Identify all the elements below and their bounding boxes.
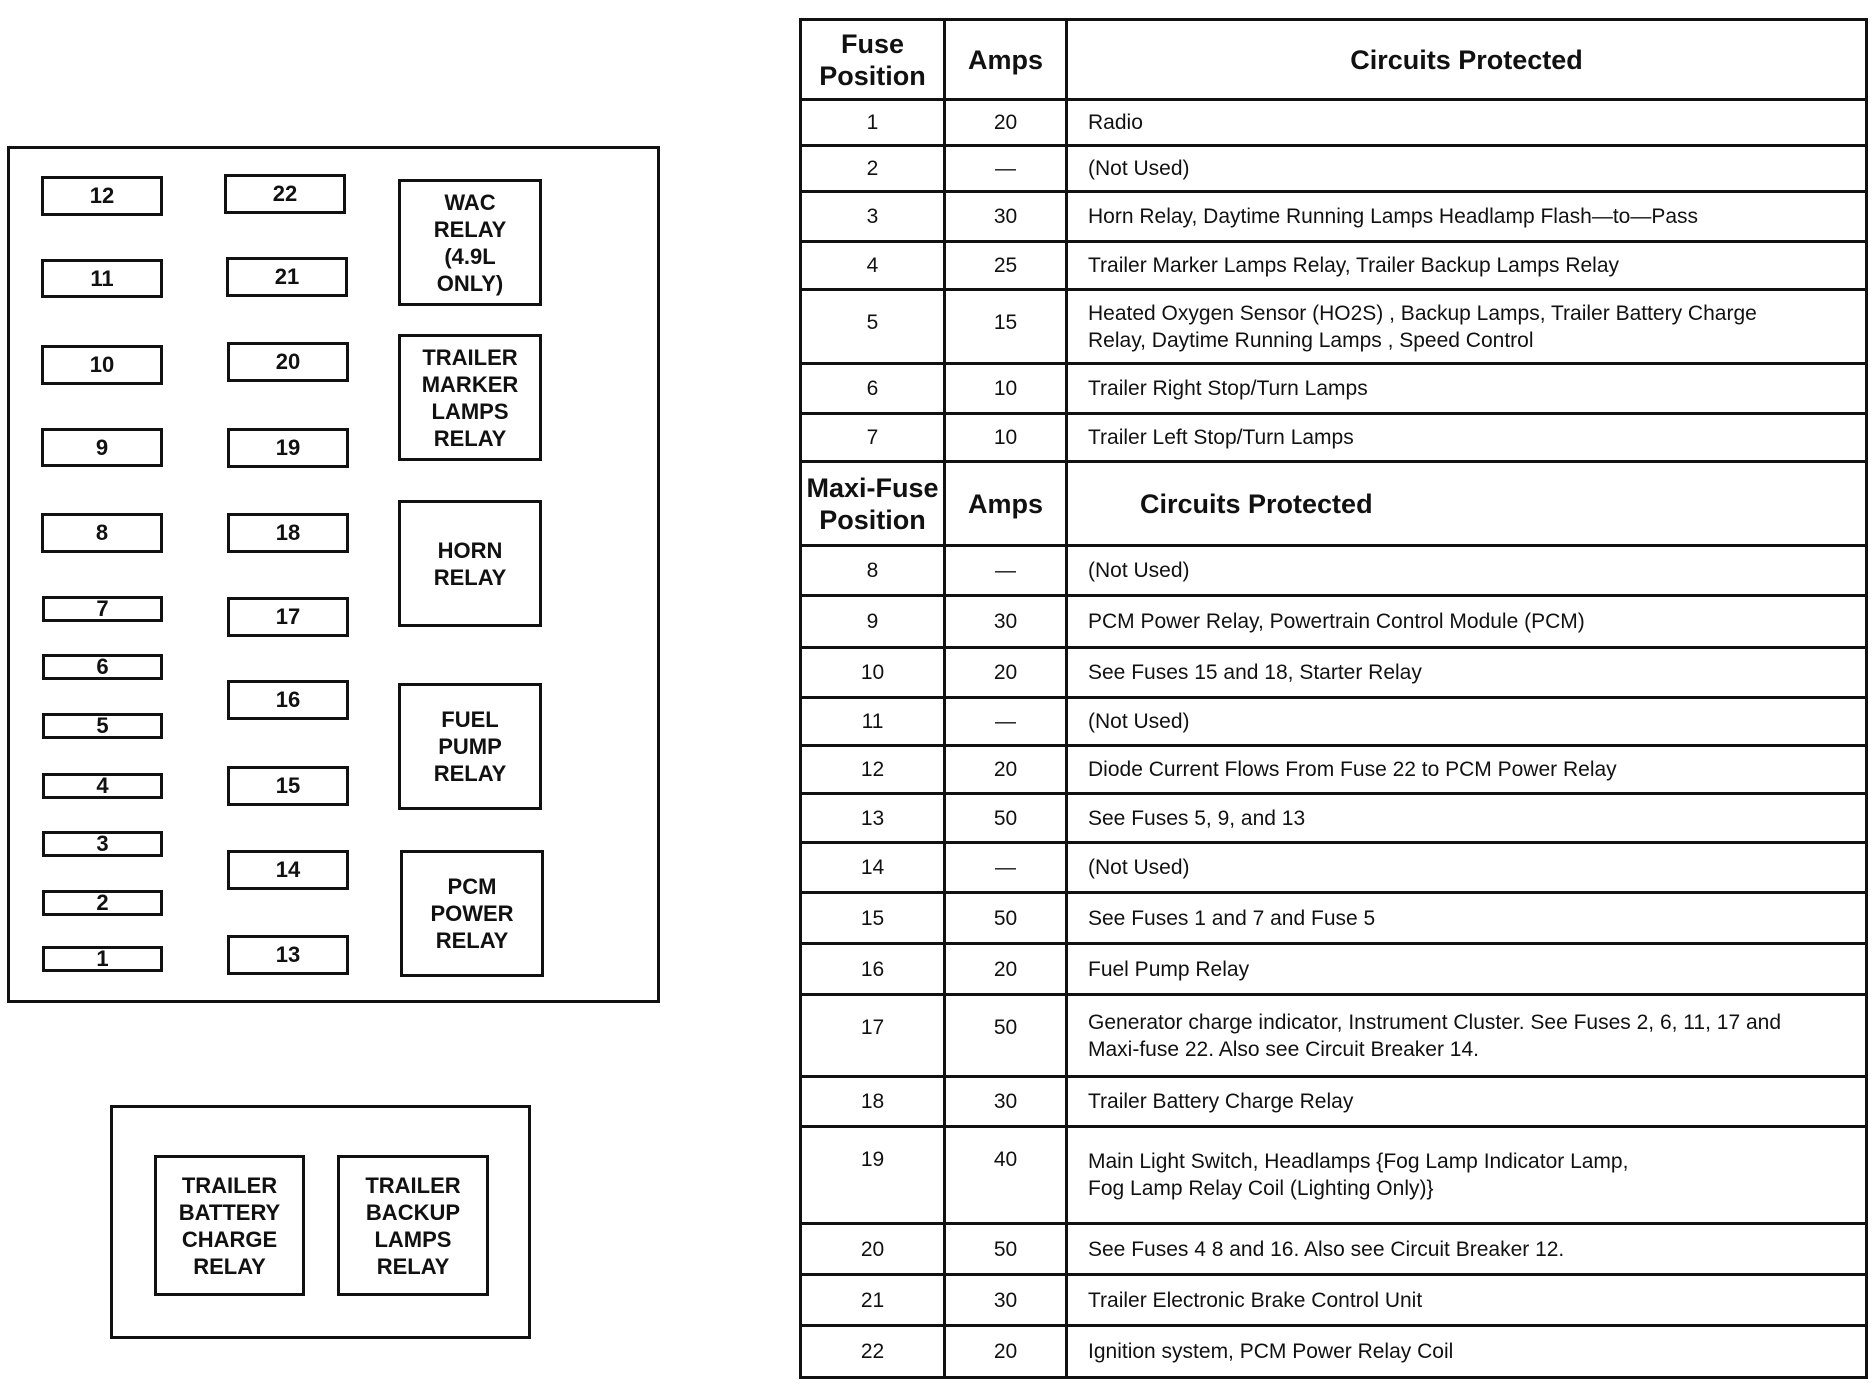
- table-header-row-maxi: [801, 462, 1867, 546]
- fuse-slot: 21: [226, 257, 348, 297]
- amps-cell: 30: [945, 596, 1067, 648]
- circuits-cell: Trailer Left Stop/Turn Lamps: [1067, 414, 1867, 462]
- table-row: [801, 843, 1867, 893]
- relay-wac: WAC RELAY (4.9L ONLY): [398, 179, 542, 306]
- circuits-cell: See Fuses 15 and 18, Starter Relay: [1067, 648, 1867, 698]
- circuits-cell: Ignition system, PCM Power Relay Coil: [1067, 1326, 1867, 1378]
- circuits-cell: Radio: [1067, 100, 1867, 146]
- fuse-position-cell: 2: [801, 146, 945, 192]
- circuits-cell: Generator charge indicator, Instrument Cluster. See Fuses 2, 6, 11, 17 and Maxi-fuse 22. Also see Circuit Breaker 14.: [1067, 995, 1867, 1077]
- circuits-cell: Heated Oxygen Sensor (HO2S) , Backup Lamps, Trailer Battery Charge Relay, Daytime Running Lamps , Speed Control: [1067, 290, 1867, 364]
- table-row: [801, 1224, 1867, 1275]
- fuse-position-cell: 9: [801, 596, 945, 648]
- relay-pcm-power: PCM POWER RELAY: [400, 850, 544, 977]
- header-fuse-position: Fuse Position: [801, 20, 945, 100]
- amps-cell: 20: [945, 944, 1067, 995]
- table-row: [801, 893, 1867, 944]
- fuse-slot: 7: [42, 596, 163, 622]
- fuse-position-cell: 21: [801, 1275, 945, 1326]
- fuse-slot: 8: [41, 513, 163, 553]
- circuits-cell: Diode Current Flows From Fuse 22 to PCM Power Relay: [1067, 746, 1867, 794]
- table-row: [801, 242, 1867, 290]
- fuse-position-cell: 7: [801, 414, 945, 462]
- fuse-table: [799, 18, 1868, 1379]
- fuse-position-cell: 20: [801, 1224, 945, 1275]
- amps-cell: 40: [945, 1127, 1067, 1224]
- table-row: [801, 746, 1867, 794]
- amps-cell: 15: [945, 290, 1067, 364]
- fuse-slot: 19: [227, 428, 349, 468]
- circuits-cell: Trailer Battery Charge Relay: [1067, 1077, 1867, 1127]
- amps-cell: 10: [945, 364, 1067, 414]
- fuse-position-cell: 10: [801, 648, 945, 698]
- circuits-cell: (Not Used): [1067, 546, 1867, 596]
- fuse-position-cell: 3: [801, 192, 945, 242]
- circuits-cell: See Fuses 1 and 7 and Fuse 5: [1067, 893, 1867, 944]
- amps-cell: 20: [945, 746, 1067, 794]
- circuits-cell: Trailer Electronic Brake Control Unit: [1067, 1275, 1867, 1326]
- relay-trailer-battery-charge: TRAILER BATTERY CHARGE RELAY: [154, 1155, 305, 1296]
- table-row: [801, 414, 1867, 462]
- fuse-slot: 2: [42, 890, 163, 916]
- fuse-position-cell: 13: [801, 794, 945, 843]
- amps-cell: 50: [945, 794, 1067, 843]
- fuse-slot: 10: [41, 345, 163, 385]
- table-row: [801, 596, 1867, 648]
- fuse-slot: 9: [41, 428, 163, 467]
- fuse-position-cell: 17: [801, 995, 945, 1077]
- circuits-cell: (Not Used): [1067, 698, 1867, 746]
- amps-cell: 20: [945, 648, 1067, 698]
- fuse-slot: 20: [227, 342, 349, 382]
- fuse-position-cell: 18: [801, 1077, 945, 1127]
- maxi-fuse-table-body: [801, 462, 1867, 1378]
- fuse-position-cell: 12: [801, 746, 945, 794]
- fuse-slot: 12: [41, 176, 163, 216]
- amps-cell: 50: [945, 893, 1067, 944]
- amps-cell: 20: [945, 100, 1067, 146]
- fuse-slot: 1: [42, 946, 163, 972]
- circuits-cell: Main Light Switch, Headlamps {Fog Lamp Indicator Lamp, Fog Lamp Relay Coil (Lighting Only)}: [1067, 1127, 1867, 1224]
- table-header-row: [801, 20, 1867, 100]
- fuse-position-cell: 16: [801, 944, 945, 995]
- circuits-cell: Fuel Pump Relay: [1067, 944, 1867, 995]
- fuse-position-cell: 14: [801, 843, 945, 893]
- circuits-cell: Horn Relay, Daytime Running Lamps Headlamp Flash—to—Pass: [1067, 192, 1867, 242]
- fuse-slot: 14: [227, 850, 349, 890]
- header-maxi-amps: Amps: [945, 462, 1067, 546]
- fuse-position-cell: 19: [801, 1127, 945, 1224]
- circuits-cell: (Not Used): [1067, 843, 1867, 893]
- table-row: [801, 648, 1867, 698]
- table-row: [801, 1127, 1867, 1224]
- table-row: [801, 364, 1867, 414]
- amps-cell: 30: [945, 1275, 1067, 1326]
- header-maxi-fuse-position: Maxi-Fuse Position: [801, 462, 945, 546]
- amps-cell: 50: [945, 995, 1067, 1077]
- circuits-cell: See Fuses 4 8 and 16. Also see Circuit Breaker 12.: [1067, 1224, 1867, 1275]
- circuits-cell: Trailer Right Stop/Turn Lamps: [1067, 364, 1867, 414]
- table-row: [801, 146, 1867, 192]
- header-maxi-circuits-protected: Circuits Protected: [1067, 462, 1867, 546]
- relay-trailer-marker-lamps: TRAILER MARKER LAMPS RELAY: [398, 334, 542, 461]
- table-row: [801, 944, 1867, 995]
- fuse-slot: 13: [227, 935, 349, 975]
- amps-cell: —: [945, 146, 1067, 192]
- fuse-slot: 11: [41, 259, 163, 298]
- fuse-slot: 15: [227, 766, 349, 806]
- fuse-position-cell: 1: [801, 100, 945, 146]
- table-row: [801, 1077, 1867, 1127]
- fuse-slot: 22: [224, 174, 346, 214]
- fuse-position-cell: 6: [801, 364, 945, 414]
- circuits-cell: See Fuses 5, 9, and 13: [1067, 794, 1867, 843]
- relay-horn: HORN RELAY: [398, 500, 542, 627]
- fuse-position-cell: 11: [801, 698, 945, 746]
- amps-cell: 25: [945, 242, 1067, 290]
- amps-cell: 20: [945, 1326, 1067, 1378]
- relay-trailer-backup-lamps: TRAILER BACKUP LAMPS RELAY: [337, 1155, 489, 1296]
- fuse-slot: 17: [227, 597, 349, 637]
- table-row: [801, 1275, 1867, 1326]
- relay-fuel-pump: FUEL PUMP RELAY: [398, 683, 542, 810]
- table-row: [801, 290, 1867, 364]
- circuits-cell: (Not Used): [1067, 146, 1867, 192]
- amps-cell: 50: [945, 1224, 1067, 1275]
- table-row: [801, 100, 1867, 146]
- table-row: [801, 192, 1867, 242]
- fuse-table-body: [801, 20, 1867, 462]
- amps-cell: —: [945, 546, 1067, 596]
- amps-cell: 30: [945, 1077, 1067, 1127]
- fuse-position-cell: 22: [801, 1326, 945, 1378]
- fuse-position-cell: 8: [801, 546, 945, 596]
- circuits-cell: Trailer Marker Lamps Relay, Trailer Backup Lamps Relay: [1067, 242, 1867, 290]
- circuits-cell: PCM Power Relay, Powertrain Control Module (PCM): [1067, 596, 1867, 648]
- header-circuits-protected: Circuits Protected: [1067, 20, 1867, 100]
- table-row: [801, 698, 1867, 746]
- table-row: [801, 995, 1867, 1077]
- fuse-slot: 18: [227, 513, 349, 553]
- amps-cell: —: [945, 843, 1067, 893]
- fuse-slot: 3: [42, 831, 163, 857]
- table-row: [801, 1326, 1867, 1378]
- amps-cell: 10: [945, 414, 1067, 462]
- fuse-slot: 16: [227, 680, 349, 720]
- amps-cell: 30: [945, 192, 1067, 242]
- fuse-slot: 5: [42, 713, 163, 739]
- fuse-position-cell: 4: [801, 242, 945, 290]
- amps-cell: —: [945, 698, 1067, 746]
- fuse-slot: 4: [42, 773, 163, 799]
- table-row: [801, 794, 1867, 843]
- fuse-position-cell: 5: [801, 290, 945, 364]
- header-amps: Amps: [945, 20, 1067, 100]
- table-row: [801, 546, 1867, 596]
- fuse-position-cell: 15: [801, 893, 945, 944]
- fuse-slot: 6: [42, 654, 163, 680]
